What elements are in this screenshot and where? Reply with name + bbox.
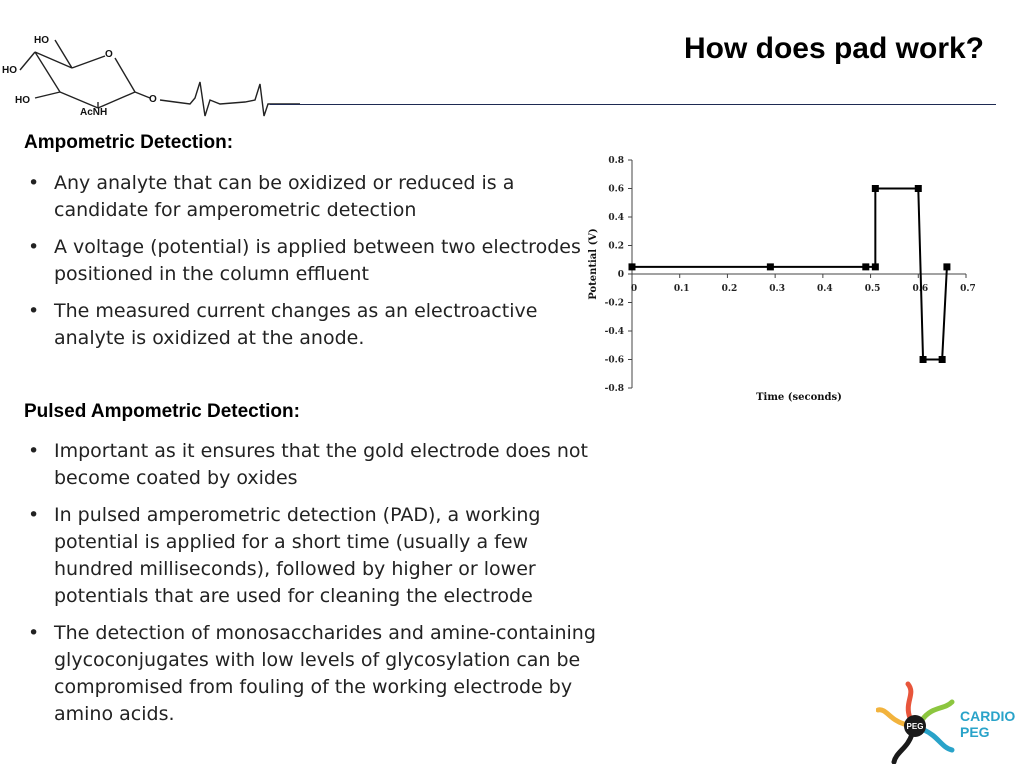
data-point xyxy=(629,263,636,270)
bullet-item: • Any analyte that can be oxidized or reduced is a candidate for amperometric detection xyxy=(24,170,599,224)
bullet-item: • The measured current changes as an electroactive analyte is oxidized at the anode. xyxy=(24,298,599,352)
x-tick-label: 0.4 xyxy=(817,284,833,294)
molecule-label-ho-bottom: HO xyxy=(15,95,30,106)
logo-arm-red xyxy=(908,684,911,718)
logo-arm-dark xyxy=(894,734,912,762)
molecule-label-ho-top: HO xyxy=(34,35,49,46)
x-tick-label: 0.7 xyxy=(960,284,976,294)
y-tick-label: 0.2 xyxy=(608,241,624,252)
data-point xyxy=(939,356,946,363)
section-heading-pulsed: Pulsed Ampometric Detection: xyxy=(24,401,300,422)
cardiopeg-logo xyxy=(876,680,956,764)
y-tick-label: 0.4 xyxy=(608,213,624,223)
y-tick-label: -0.8 xyxy=(604,384,624,394)
ampometric-bullet-list xyxy=(24,170,599,362)
x-tick-label: 0.1 xyxy=(673,284,690,294)
bullet-item: • The detection of monosaccharides and amine-containing glycoconjugates with low levels of glycosylation can be compromised from fouling of the working electrode by amino acids. xyxy=(24,620,599,728)
x-tick-label: 0.2 xyxy=(721,284,738,294)
bullet-item: • A voltage (potential) is applied between two electrodes positioned in the column effluent xyxy=(24,234,599,288)
y-tick-label: 0.6 xyxy=(608,184,624,195)
y-tick-label: -0.6 xyxy=(604,355,624,366)
logo-badge-text: PEG xyxy=(906,722,924,731)
pulsed-bullet-list xyxy=(24,438,599,738)
logo-wordmark xyxy=(960,708,1015,740)
y-axis-label: Potential (V) xyxy=(588,228,599,300)
header-divider xyxy=(270,104,996,105)
data-point xyxy=(872,263,879,270)
section-heading-ampometric: Ampometric Detection: xyxy=(24,132,234,153)
logo-arm-orange xyxy=(878,710,904,724)
molecule-label-acnh: AcNH xyxy=(80,107,108,118)
x-tick-label: 0 xyxy=(630,284,638,294)
molecule-label-ring-oxygen: O xyxy=(105,49,113,60)
bullet-item: • In pulsed amperometric detection (PAD), a working potential is applied for a short time (usually a few hundred milliseconds), followed by higher or lower potentials that are used for cleaning the electrode xyxy=(24,502,599,610)
slide-title: How does pad work? xyxy=(683,32,984,65)
data-point xyxy=(767,263,774,270)
data-point xyxy=(915,185,922,192)
y-tick-label: 0.8 xyxy=(608,156,624,166)
molecule-label-ho-left: HO xyxy=(2,65,17,76)
potential-waveform-chart xyxy=(584,150,984,410)
logo-arm-green xyxy=(922,702,952,720)
data-point xyxy=(872,185,879,192)
bullet-item: • Important as it ensures that the gold electrode does not become coated by oxides xyxy=(24,438,599,492)
x-tick-label: 0.5 xyxy=(864,284,881,294)
y-tick-label: 0 xyxy=(617,270,624,280)
logo-arm-blue xyxy=(924,730,952,750)
y-tick-label: -0.2 xyxy=(604,298,624,309)
y-tick-label: -0.4 xyxy=(604,327,624,337)
data-point xyxy=(920,356,927,363)
data-point xyxy=(943,263,950,270)
molecule-label-glycosidic-oxygen: O xyxy=(149,94,157,105)
glycan-structure-diagram xyxy=(0,30,300,120)
data-point xyxy=(862,263,869,270)
x-tick-label: 0.3 xyxy=(769,284,785,294)
x-tick-label: 0.6 xyxy=(912,284,929,294)
x-axis-label: Time (seconds) xyxy=(756,392,842,403)
logo-text-line1: CARDIO xyxy=(960,708,1016,724)
logo-text-line2: PEG xyxy=(960,724,990,740)
